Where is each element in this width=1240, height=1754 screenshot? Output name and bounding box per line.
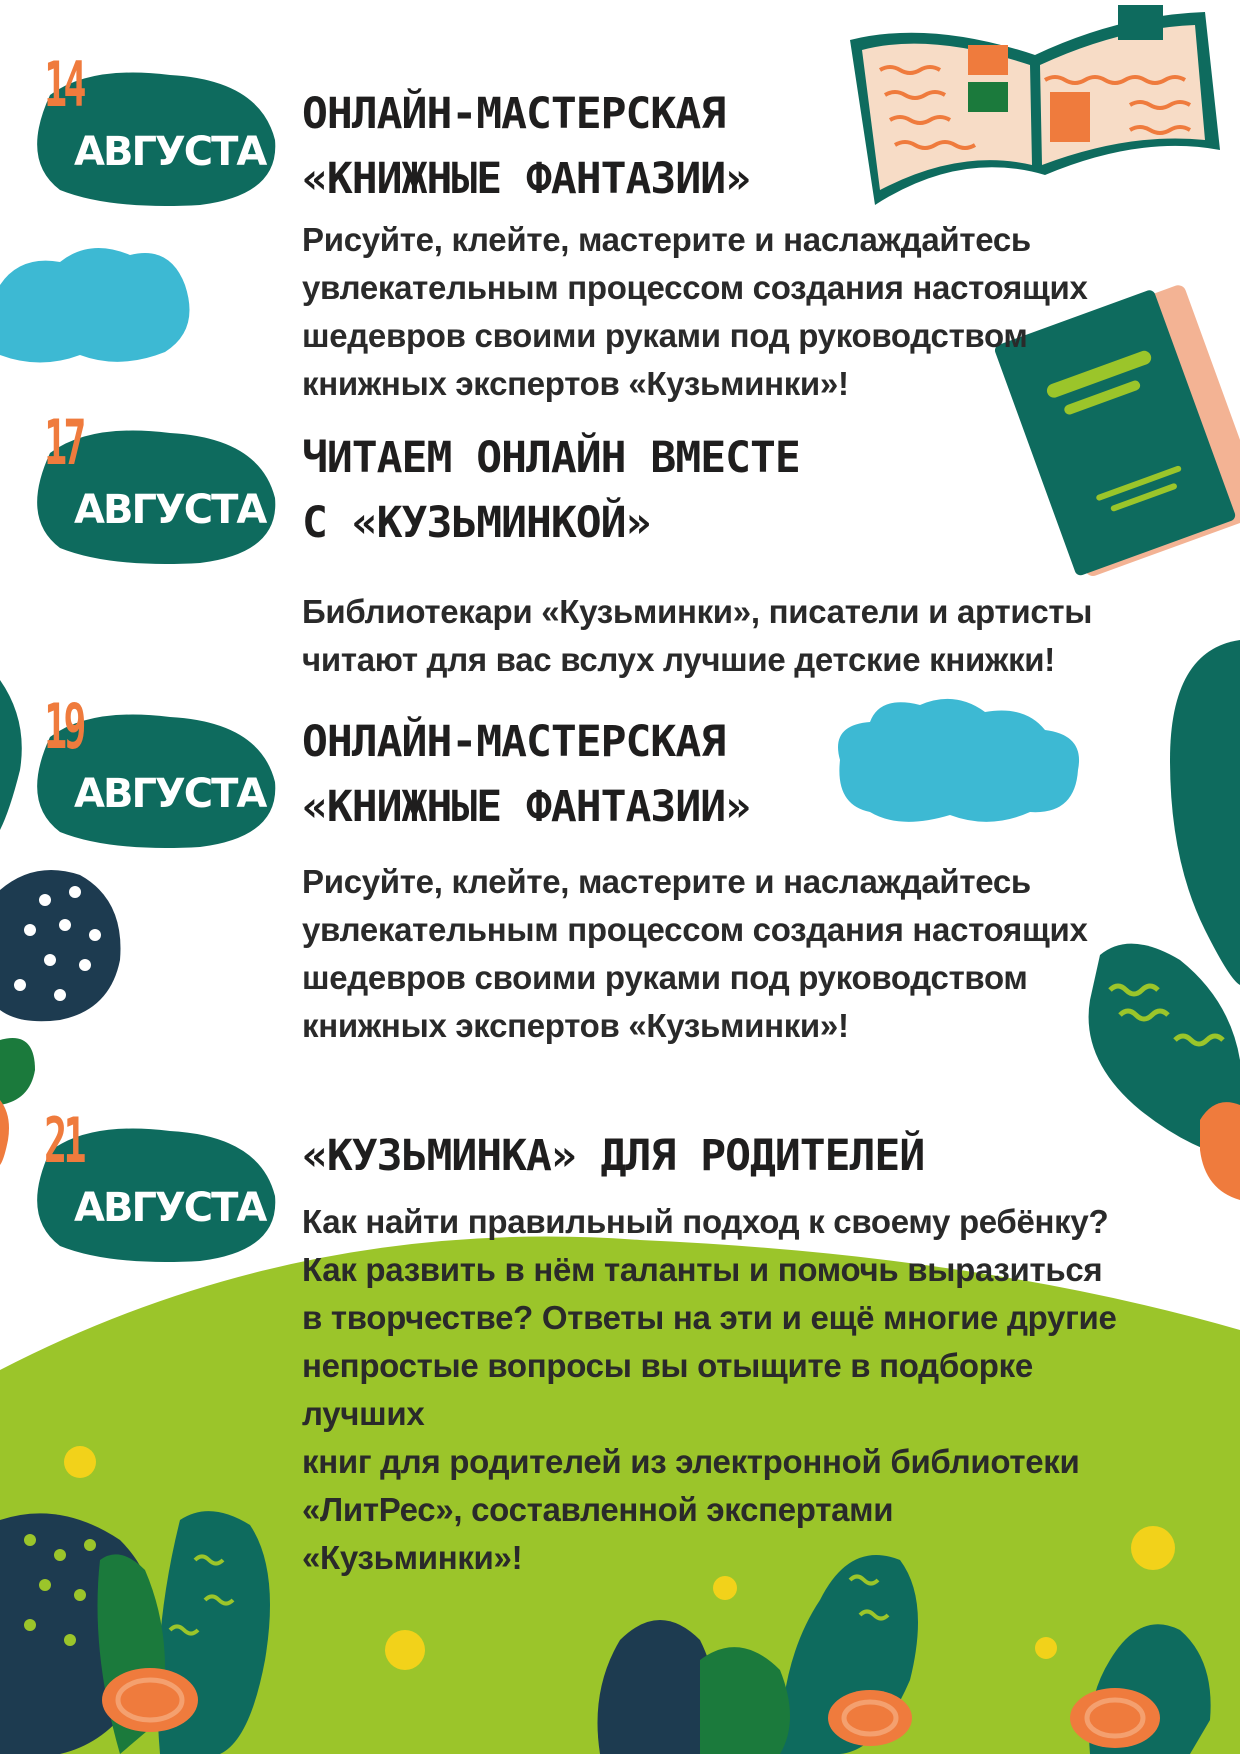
event-description-line: читают для вас вслух лучшие детские книжки!: [302, 641, 1055, 678]
cloud-left: [0, 248, 190, 363]
event-day: 21: [44, 1104, 83, 1177]
cloud-right: [838, 699, 1079, 822]
event-title-line: «КНИЖНЫЕ ФАНТАЗИИ»: [302, 782, 750, 832]
event-description-line: Рисуйте, клейте, мастерите и наслаждайтесь: [302, 863, 1031, 900]
event-day: 17: [44, 406, 83, 479]
event-description-line: увлекательным процессом создания настоящих: [302, 269, 1088, 306]
event-month: АВГУСТА: [74, 129, 266, 175]
event-title-line: «КУЗЬМИНКА» ДЛЯ РОДИТЕЛЕЙ: [302, 1131, 925, 1181]
event-description: [302, 216, 1122, 408]
event-title-line: С «КУЗЬМИНКОЙ»: [302, 498, 651, 548]
event-description-line: Как развить в нём таланты и помочь выразиться: [302, 1251, 1103, 1288]
event-description-line: Библиотекари «Кузьминки», писатели и артисты: [302, 593, 1093, 630]
event-description: [302, 1198, 1122, 1582]
event-title: [302, 426, 800, 556]
event-title: [302, 82, 750, 212]
event-title-line: ОНЛАЙН-МАСТЕРСКАЯ: [302, 89, 726, 139]
event-description-line: шедевров своими руками под руководством: [302, 317, 1028, 354]
event-description: [302, 858, 1122, 1050]
event-month: АВГУСТА: [74, 771, 266, 817]
event-description-line: увлекательным процессом создания настоящих: [302, 911, 1088, 948]
open-book-icon: [850, 5, 1220, 205]
event-day: 19: [44, 690, 83, 763]
event-day: 14: [44, 48, 83, 121]
event-title-line: ЧИТАЕМ ОНЛАЙН ВМЕСТЕ: [302, 433, 800, 483]
event-description-line: непростые вопросы вы отыщите в подборке лучших: [302, 1347, 1033, 1432]
event-description: [302, 588, 1122, 684]
event-title: [302, 710, 750, 840]
event-description-line: в творчестве? Ответы на эти и ещё многие другие: [302, 1299, 1117, 1336]
event-description-line: шедевров своими руками под руководством: [302, 959, 1028, 996]
event-description-line: книжных экспертов «Кузьминки»!: [302, 1007, 849, 1044]
event-title: [302, 1124, 924, 1189]
event-title-line: «КНИЖНЫЕ ФАНТАЗИИ»: [302, 154, 750, 204]
event-description-line: Рисуйте, клейте, мастерите и наслаждайтесь: [302, 221, 1031, 258]
event-month: АВГУСТА: [74, 487, 266, 533]
event-description-line: Как найти правильный подход к своему ребёнку?: [302, 1203, 1109, 1240]
event-title-line: ОНЛАЙН-МАСТЕРСКАЯ: [302, 717, 726, 767]
event-description-line: «ЛитРес», составленной экспертами «Кузьминки»!: [302, 1491, 894, 1576]
event-description-line: книжных экспертов «Кузьминки»!: [302, 365, 849, 402]
event-month: АВГУСТА: [74, 1185, 266, 1231]
event-description-line: книг для родителей из электронной библиотеки: [302, 1443, 1080, 1480]
